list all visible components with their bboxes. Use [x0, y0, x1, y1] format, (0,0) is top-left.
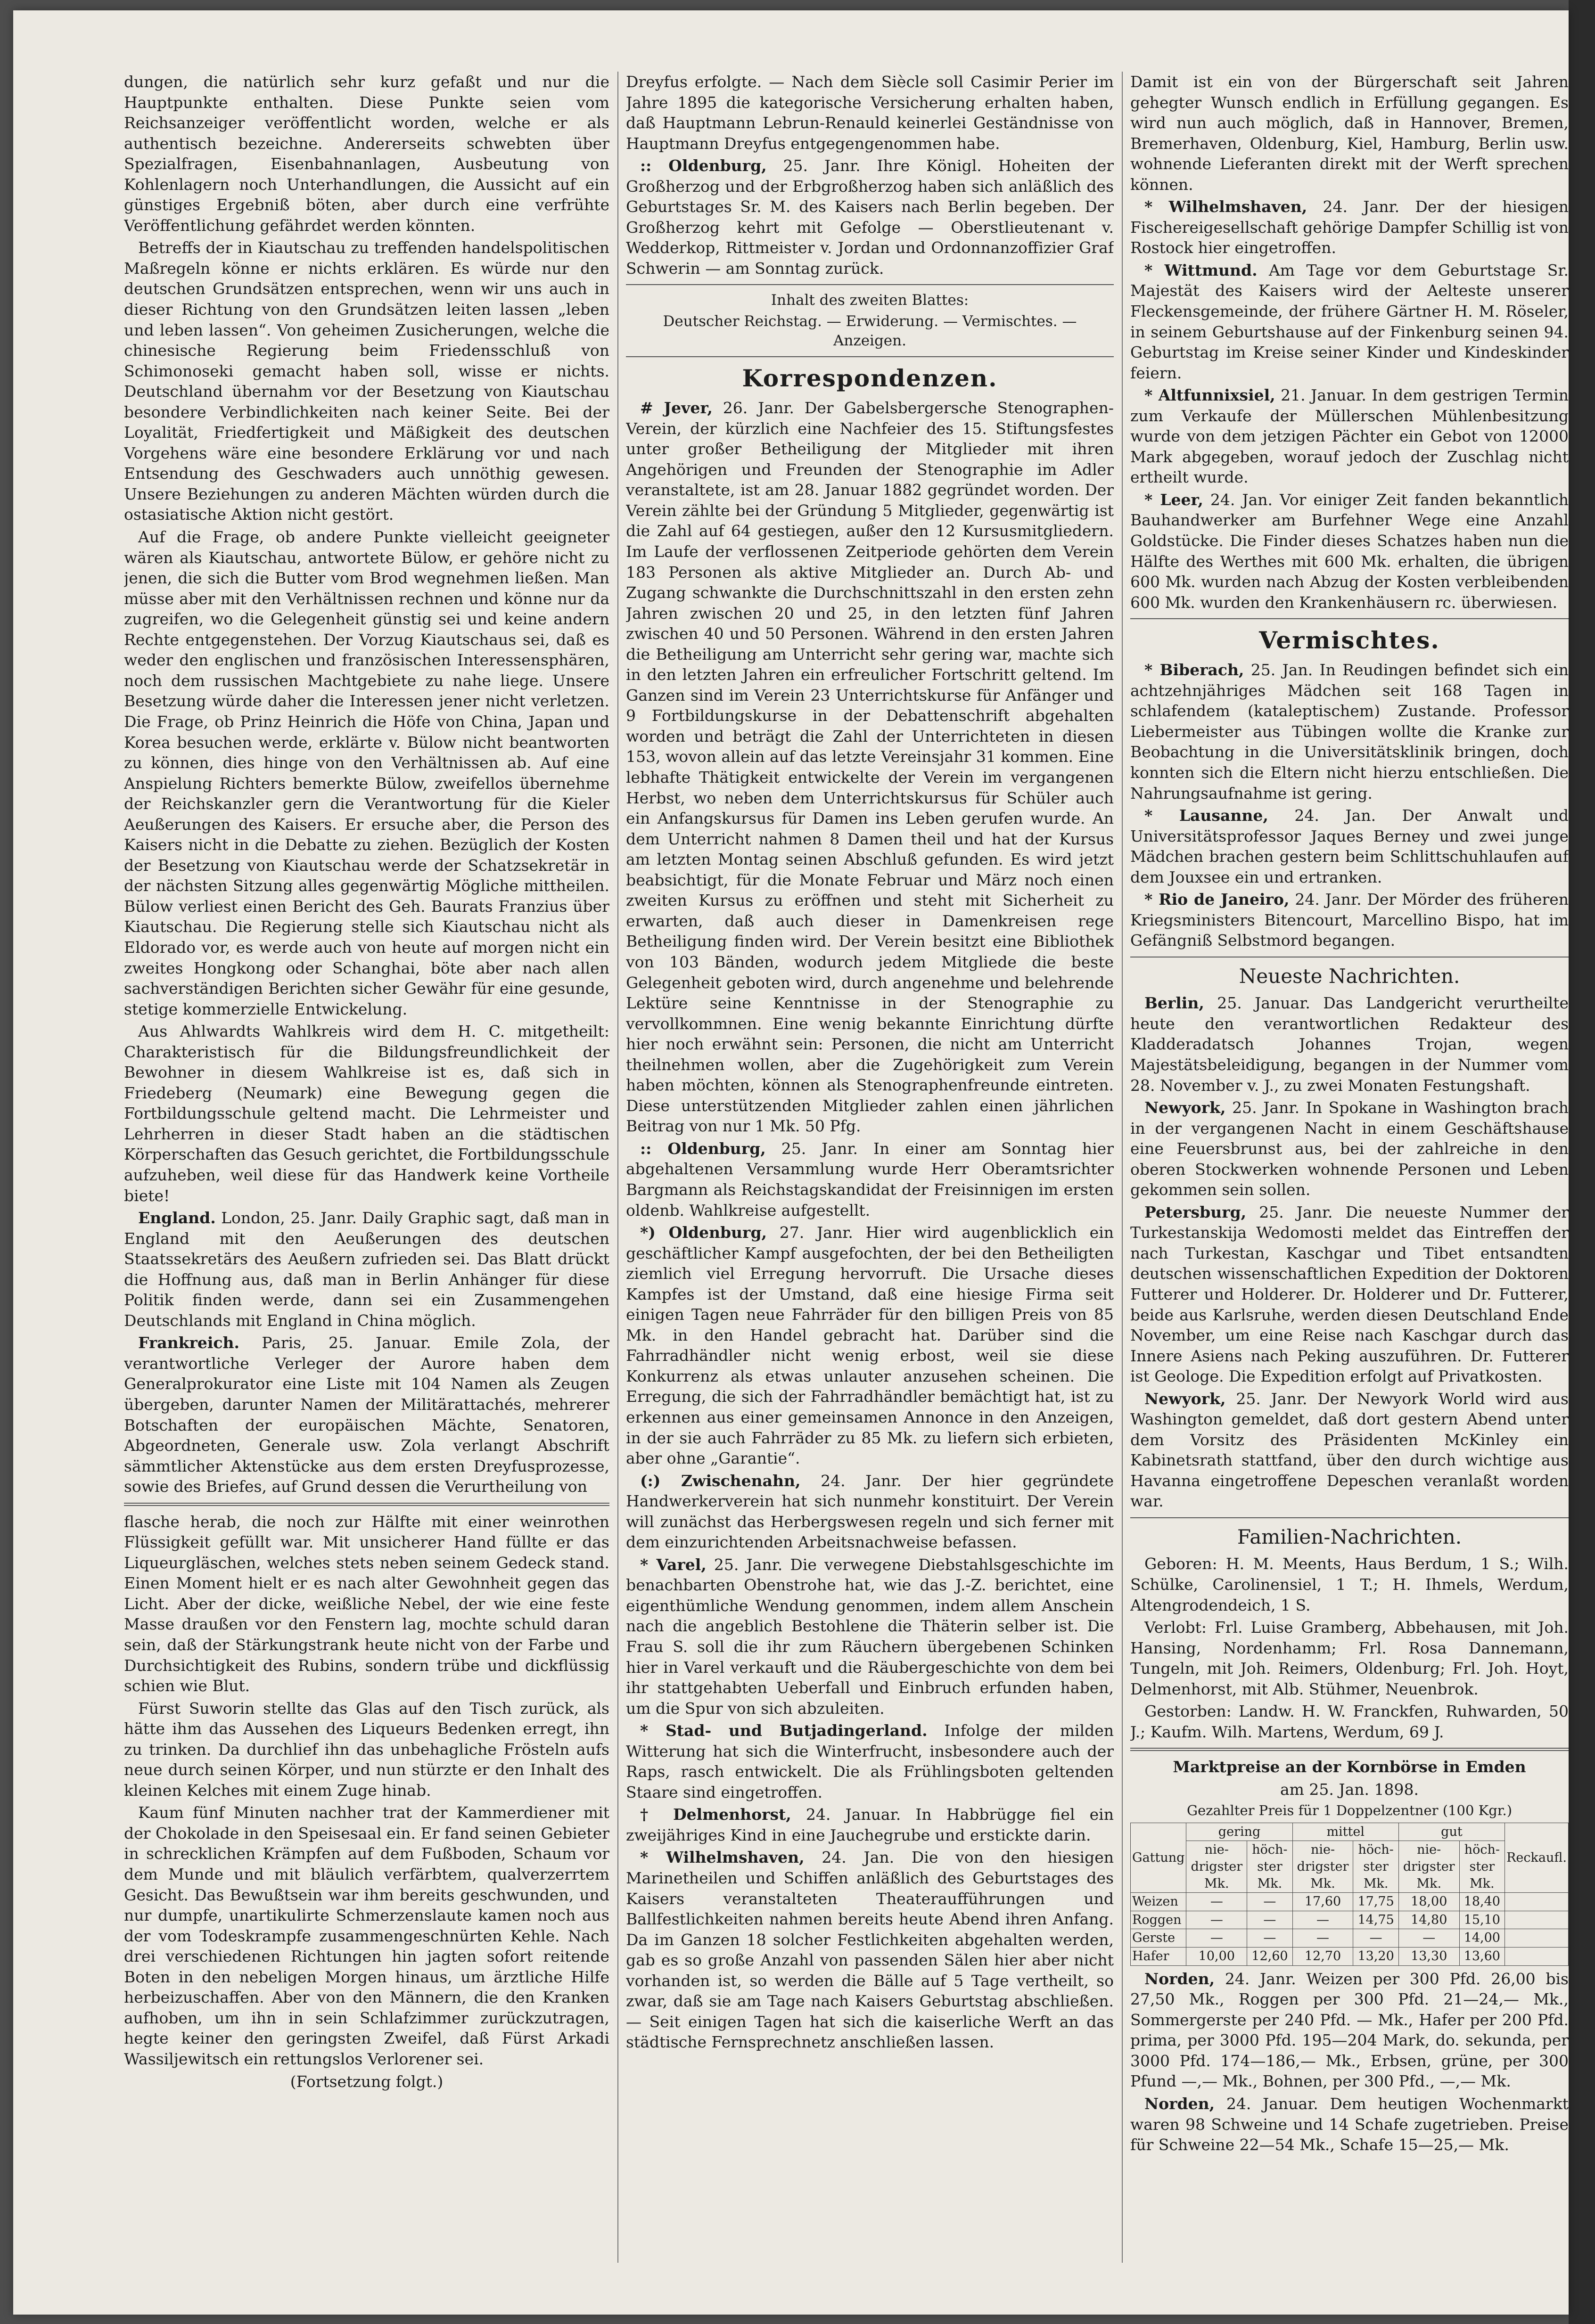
- article-paragraph: dungen, die natürlich sehr kurz gefaßt und nur die Hauptpunkte enthalten. Diese Punkte seien vom Reichsanzeiger veröffentlicht worden, welche er als authentisch bezeichne. Andererseits schwebten über Spezialfragen, Eisenbahnanlagen, Ausbeutung von Kohlenlagern noch Unterhandlungen, die Aussicht auf ein günstiges Ergebniß böten, aber durch eine verfrühte Veröffentlichung gefährdet werden könnten.: [124, 73, 609, 235]
- feuilleton-paragraph: flasche herab, die noch zur Hälfte mit einer weinrothen Flüssigkeit gefüllt war. Mit unsicherer Hand füllte er das Liqueurgläschen, welches stets neben seinem Gedeck stand. Einen Moment hielt er es nach alter Gewohnheit gegen das Licht. Aber der dicke, weißliche Nebel, der wie eine feste Masse draußen vor den Fenstern lag, mochte schuld daran sein, daß der Stärkungstrank heute nicht von der Farbe und Durchsichtigkeit des Rubins, sondern trübe und dickflüssig schien wie Blut.: [124, 1512, 609, 1695]
- column-3: [1130, 72, 1569, 2277]
- section-heading-neueste-nachrichten: Neueste Nachrichten.: [1239, 964, 1460, 988]
- table-cell: —: [1186, 1911, 1247, 1929]
- dateline: * Varel,: [640, 1555, 707, 1574]
- dateline: Norden,: [1144, 2094, 1215, 2113]
- table-cell: Weizen: [1131, 1893, 1186, 1911]
- news-item: * Leer, 24. Jan. Vor einiger Zeit fanden bekanntlich Bauhandwerker am Burfehner Wege eine Anzahl Goldstücke. Die Finder dieses Schatzes haben nun die Hälfte des Werthes mit 600 Mk. erhalten, die übrigen 600 Mk. wurden nach Abzug der Kosten verbleibenden 600 Mk. wurden den Krankenhäusern rc. überwiesen.: [1130, 490, 1569, 612]
- feuilleton-paragraph: Fürst Suworin stellte das Glas auf den Tisch zurück, als hätte ihm das Aussehen des Liqueurs Bedenken erregt, ihn zu trinken. Da durchlief ihn das unbehagliche Frösteln aufs neue durch seinen Körper, und nun stürzte er den Inhalt des kleinen Kelches mit einem Zuge hinab.: [124, 1699, 609, 1800]
- news-item: Newyork, 25. Janr. Der Newyork World wird aus Washington gemeldet, daß dort gestern Abend unter dem Vorsitz des Präsidenten McKinley ein Kabinetsrath stattfand, über den durch wichtige aus Havanna eingetroffene Depeschen veranlaßt worden war.: [1130, 1389, 1569, 1511]
- news-item: # Jever, 26. Janr. Der Gabelsbergersche Stenographen-Verein, der kürzlich eine Nachfeier des 15. Stiftungsfestes unter großer Betheiligung der Mitglieder mit ihren Angehörigen und Freunden der Stenographie im Adler veranstaltete, ist am 28. Januar 1882 gegründet worden. Der Verein zählte bei der Gründung 5 Mitglieder, gegenwärtig ist die Zahl auf 64 gestiegen, außer den 12 Kursusmitgliedern. Im Laufe der verflossenen Zeitperiode gehörten dem Verein 183 Personen als aktive Mitglieder an. Durch Ab- und Zugang schwankte die Durchschnittszahl in den ersten zehn Jahren zwischen 20 und 25, in den letzten fünf Jahren zwischen 40 und 50 Personen. Während in den ersten Jahren die Betheiligung am Unterricht sehr gering war, machte sich in den letzten Jahren ein erfreulicher Fortschritt geltend. Im Ganzen sind im Verein 23 Unterrichtskurse für Anfänger und 9 Fortbildungskurse in der Debattenschrift abgehalten worden und beträgt die Zahl der Unterrichteten in diesen 153, wovon allein auf das letzte Vereinsjahr 31 kommen. Eine lebhafte Thätigkeit entwickelte der Verein im vergangenen Herbst, wo neben dem Unterrichtskursus für Schüler auch ein Anfangskursus für Damen ins Leben gerufen wurde. An dem Unterricht nahmen 8 Damen theil und hat der Kursus am letzten Montag seinen Abschluß gefunden. Es wird jetzt beabsichtigt, für die Monate Februar und März noch einen zweiten Kursus zu eröffnen und steht mit Sicherheit zu erwarten, daß auch dieser in Damenkreisen rege Betheiligung finden wird. Der Verein besitzt eine Bibliothek von 103 Bänden, wodurch jedem Mitgliede die beste Gelegenheit geboten wird, durch angenehme und belehrende Lektüre seine Kenntnisse in der Stenographie zu vervollkommnen. Eine wenig bekannte Einrichtung dürfte hier noch erwähnt sein: Personen, die nicht am Unterricht theilnehmen wollen, aber die Zugehörigkeit zum Verein haben möchten, können als Stenographenfreunde eintreten. Diese unterstützenden Mitglieder zahlen einen jährlichen Beitrag von nur 1 Mk. 50 Pfg.: [626, 399, 1114, 1136]
- table-cell: 14,75: [1353, 1911, 1398, 1929]
- table-header-mittel: mittel: [1292, 1823, 1398, 1841]
- article-paragraph: Betreffs der in Kiautschau zu treffenden handelspolitischen Maßregeln könne er nichts erklären. Es würde nur den deutschen Grundsätzen entsprechen, wenn wir uns auch in dieser Richtung von den Grundsätzen leiten lassen „leben und leben lassen“. Von geheimen Zusicherungen, welche die chinesische Regierung beim Friedensschluß von Schimonoseki gemacht haben soll, wisse er nichts. Deutschland übernahm vor der Besetzung von Kiautschau besondere Verbindlichkeiten nach keiner Seite. Bei der Loyalität, Friedfertigkeit und Mäßigkeit des deutschen Vorgehens wäre eine besondere Erklärung vor und nach Entsendung des Geschwaders auch unnöthig gewesen. Unsere Beziehungen zu anderen Mächten würden durch die ostasiatische Aktion nicht gestört.: [124, 238, 609, 524]
- dateline: Frankreich.: [138, 1334, 239, 1352]
- market-report: Norden, 24. Janr. Weizen per 300 Pfd. 26,00 bis 27,50 Mk., Roggen per 300 Pfd. 21—24,— Mk., Sommergerste per 240 Pfd. — Mk., Hafer per 200 Pfd. prima, per 3000 Pfd. 195—204 Mark, do. sekunda, per 3000 Pfd. 174—186,— Mk., Erbsen, grüne, per 300 Pfund —,— Mk., Bohnen, per 300 Pfd., —,— Mk.: [1130, 1969, 1569, 2091]
- table-cell: 10,00: [1186, 1948, 1247, 1966]
- section-heading-korrespondenzen: Korrespondenzen.: [742, 364, 998, 393]
- table-cell: 13,30: [1398, 1948, 1459, 1966]
- table-cell: [1505, 1893, 1569, 1911]
- table-subheader-low: nie- drigster Mk.: [1292, 1841, 1353, 1893]
- dateline: # Jever,: [640, 399, 713, 417]
- table-row: [1131, 1929, 1569, 1948]
- family-notice-deaths: Gestorben: Landw. H. W. Franckfen, Ruhwarden, 50 J.; Kaufm. Wilh. Martens, Werdum, 69 J.: [1130, 1702, 1569, 1741]
- dateline: * Biberach,: [1144, 661, 1244, 679]
- table-cell: 17,60: [1292, 1893, 1353, 1911]
- column-divider-1: [617, 72, 618, 2263]
- dateline: * Wittmund.: [1144, 261, 1258, 279]
- page-edge-shadow: [1569, 0, 1595, 2324]
- news-item: :: Oldenburg, 25. Janr. In einer am Sonntag hier abgehaltenen Versammlung wurde Herr Oberamtsrichter Bargmann als Reichstagskandidat der Freisinnigen im ersten oldenb. Wahlkreise aufgestellt.: [626, 1139, 1114, 1219]
- news-item: * Wittmund. Am Tage vor dem Geburtstage Sr. Majestät des Kaisers wird der Aelteste unserer Fleckensgemeinde, der frühere Gärtner H. M. Röseler, in seinem Geburtshause auf der Finkenburg seinen 94. Geburtstag im Kreise seiner Kinder und Kindeskinder feiern.: [1130, 261, 1569, 382]
- table-cell: —: [1247, 1893, 1292, 1911]
- dateline: Norden,: [1144, 1969, 1215, 1988]
- table-row: [1131, 1911, 1569, 1929]
- news-item: * Wilhelmshaven, 24. Jan. Die von den hiesigen Marinetheilen und Schiffen anläßlich des Geburtstages des Kaisers veranstalteten Theateraufführungen und Ballfestlichkeiten nahmen bereits heute Abend ihren Anfang. Da im Ganzen 18 solcher Festlichkeiten abgehalten werden, gab es so große Anzahl von passenden Sälen hier aber nicht vorhanden ist, so werden die Bälle auf 5 Tage vertheilt, so zwar, daß sie am Tage nach Kaisers Geburtstag abschließen. — Seit einigen Tagen hat sich die kaiserliche Werft an das städtische Fernsprechnetz anschließen lassen.: [626, 1848, 1114, 2052]
- table-row: [1131, 1893, 1569, 1911]
- dateline: *) Oldenburg,: [640, 1223, 767, 1242]
- section-heading-familien-nachrichten: Familien-Nachrichten.: [1237, 1525, 1462, 1548]
- dateline: * Altfunnixsiel,: [1144, 386, 1275, 405]
- table-header-gattung: Gattung: [1131, 1823, 1186, 1893]
- news-item: * Lausanne, 24. Jan. Der Anwalt und Universitätsprofessor Jaques Berney und zwei junge Mädchen brachen gestern beim Schlittschuhlaufen auf dem Jouxsee ein und ertranken.: [1130, 806, 1569, 886]
- news-item: *) Oldenburg, 27. Janr. Hier wird augenblicklich ein geschäftlicher Kampf ausgefochten, der bei den Betheiligten ziemlich viel Erregung hervorruft. Die Ursache dieses Kampfes ist der Umstand, daß eine hiesige Firma seit einigen Tagen neue Fahrräder für den billigen Preis von 85 Mk. in den Handel gebracht hat. Darüber sind die Fahrradhändler nicht wenig erbost, weil sie diese Konkurrenz als etwas unlauter anzusehen scheinen. Die Erregung, die sich der Fahrradhändler bemächtigt hat, ist zu erkennen aus einer gemeinsamen Annonce in den Anzeigen, in der sie auch Fahrräder zu 85 Mk. zu liefern sich erbieten, aber ohne „Garantie“.: [626, 1223, 1114, 1468]
- divider: [1130, 1517, 1569, 1518]
- table-subheader-low: nie- drigster Mk.: [1398, 1841, 1459, 1893]
- article-paragraph: Dreyfus erfolgte. — Nach dem Siècle soll Casimir Perier im Jahre 1895 die kategorische Versicherung erhalten haben, daß Hauptmann Lebrun-Renauld keinerlei Geständnisse von Hauptmann Dreyfus entgegengenommen habe.: [626, 73, 1114, 153]
- contents-title: Inhalt des zweiten Blattes:: [771, 292, 969, 309]
- dateline: * Wilhelmshaven,: [1144, 197, 1307, 216]
- table-cell: 12,70: [1292, 1948, 1353, 1966]
- market-report: Norden, 24. Januar. Dem heutigen Wochenmarkt waren 98 Schweine und 14 Schafe zugetrieben. Preise für Schweine 22—54 Mk., Schafe 15—25,— Mk.: [1130, 2094, 1569, 2154]
- table-cell: —: [1186, 1893, 1247, 1911]
- family-notice-births: Geboren: H. M. Meents, Haus Berdum, 1 S.; Wilh. Schülke, Carolinensiel, 1 T.; H. Ihmels, Werdum, Altengrodendeich, 1 S.: [1130, 1555, 1569, 1614]
- dateline: * Lausanne,: [1144, 806, 1268, 825]
- table-subheader-high: höch- ster Mk.: [1459, 1841, 1505, 1893]
- table-cell: 13,60: [1459, 1948, 1505, 1966]
- divider: [626, 356, 1114, 357]
- dateline: Berlin,: [1144, 994, 1204, 1013]
- table-subheader-high: höch- ster Mk.: [1247, 1841, 1292, 1893]
- news-item: * Altfunnixsiel, 21. Januar. In dem gestrigen Termin zum Verkaufe der Müllerschen Mühlenbesitzung wurde von dem jetzigen Pächter ein Gebot von 12000 Mark abgegeben, worauf jedoch der Zuschlag nicht ertheilt wurde.: [1130, 386, 1569, 487]
- table-cell: 14,00: [1459, 1929, 1505, 1948]
- table-header-gut: gut: [1398, 1823, 1505, 1841]
- market-subtitle: Gezahlter Preis für 1 Doppelzentner (100 Kgr.): [1186, 1802, 1513, 1819]
- table-row: [1131, 1948, 1569, 1966]
- contents-list: Deutscher Reichstag. — Erwiderung. — Vermischtes. — Anzeigen.: [663, 313, 1077, 350]
- market-date: am 25. Jan. 1898.: [1280, 1780, 1419, 1799]
- table-cell: 18,00: [1398, 1893, 1459, 1911]
- divider: [626, 284, 1114, 285]
- divider: [1130, 618, 1569, 619]
- table-cell: —: [1292, 1929, 1353, 1948]
- dateline: Newyork,: [1144, 1098, 1226, 1117]
- news-item: † Delmenhorst, 24. Januar. In Habbrügge fiel ein zweijähriges Kind in eine Jauchegrube und erstickte darin.: [626, 1805, 1114, 1844]
- feuilleton-divider: [124, 1503, 609, 1506]
- news-item: * Rio de Janeiro, 24. Janr. Der Mörder des früheren Kriegsministers Bitencourt, Marcellino Bispo, hat im Gefängniß Selbstmord begangen.: [1130, 890, 1569, 950]
- news-item-frankreich: Frankreich. Paris, 25. Januar. Emile Zola, der verantwortliche Verleger der Aurore haben dem Generalprokurator eine Liste mit 104 Namen als Zeugen übergeben, darunter Namen der Militärattachés, mehrerer Botschaften der europäischen Mächte, Senatoren, Abgeordneten, Generale usw. Zola verlangt Abschrift sämmtlicher Aktenstücke aus dem ersten Dreyfusprozesse, sowie des Briefes, auf Grund dessen die Verurtheilung von: [124, 1334, 609, 1496]
- table-cell: 13,20: [1353, 1948, 1398, 1966]
- table-cell: —: [1398, 1929, 1459, 1948]
- newspaper-page: [13, 10, 1569, 2315]
- dateline: † Delmenhorst,: [640, 1805, 791, 1824]
- table-cell: [1505, 1948, 1569, 1966]
- table-cell: —: [1353, 1929, 1398, 1948]
- column-2: [626, 72, 1114, 2277]
- news-item: * Wilhelmshaven, 24. Janr. Der der hiesigen Fischereigesellschaft gehörige Dampfer Schillig ist von Rostock hier eingetroffen.: [1130, 197, 1569, 257]
- family-notice-engagements: Verlobt: Frl. Luise Gramberg, Abbehausen, mit Joh. Hansing, Nordenhamm; Frl. Rosa Dannemann, Tungeln, mit Joh. Reimers, Oldenburg; Frl. Joh. Hoyt, Delmenhorst, mit Alb. Stühmer, Neuenbrok.: [1130, 1618, 1569, 1698]
- news-item: Berlin, 25. Januar. Das Landgericht verurtheilte heute den verantwortlichen Redakteur des Kladderadatsch Johannes Trojan, wegen Majestätsbeleidigung, begangen in der Nummer vom 28. November v. J., zu zwei Monaten Festungshaft.: [1130, 994, 1569, 1095]
- divider: [1130, 1748, 1569, 1751]
- table-cell: —: [1247, 1911, 1292, 1929]
- dateline: :: Oldenburg,: [640, 1139, 766, 1158]
- article-paragraph: Aus Ahlwardts Wahlkreis wird dem H. C. mitgetheilt: Charakteristisch für die Bildungsfreundlichkeit der Bewohner in diesem Wahlkreise ist es, daß sich in Friedeberg (Neumark) eine Bewegung gegen die Fortbildungsschule geltend macht. Die Lehrmeister und Lehrherren in dieser Stadt haben an die städtischen Körperschaften das Gesuch gerichtet, die Fortbildungsschule aufzuheben, weil diese für das Handwerk keine Vortheile biete!: [124, 1022, 609, 1205]
- table-cell: 17,75: [1353, 1893, 1398, 1911]
- table-cell: 18,40: [1459, 1893, 1505, 1911]
- table-cell: Roggen: [1131, 1911, 1186, 1929]
- table-subheader-high: höch- ster Mk.: [1353, 1841, 1398, 1893]
- table-cell: 15,10: [1459, 1911, 1505, 1929]
- dateline: (:) Zwischenahn,: [640, 1471, 801, 1490]
- table-header-gering: gering: [1186, 1823, 1292, 1841]
- market-price-table: [1130, 1823, 1569, 1966]
- section-heading-vermischtes: Vermischtes.: [1259, 626, 1440, 655]
- table-cell: Hafer: [1131, 1948, 1186, 1966]
- column-divider-2: [1122, 72, 1123, 2263]
- market-title: Marktpreise an der Kornbörse in Emden: [1173, 1758, 1526, 1776]
- dateline: :: Oldenburg,: [640, 156, 767, 175]
- table-cell: —: [1292, 1911, 1353, 1929]
- article-paragraph: Auf die Frage, ob andere Punkte vielleicht geeigneter wären als Kiautschau, antwortete Bülow, er gehöre nicht zu jenen, die sich die Butter vom Brod wegnehmen ließen. Man müsse aber mit den Verhältnissen rechnen und könne nur da zugreifen, wo die Gelegenheit günstig sei und keine andern Rechte entgegenstehen. Der Vorzug Kiautschaus sei, daß es weder den englischen und französischen Interessensphären, noch dem russischen Machtgebiete zu nahe liege. Unsere Besetzung würde daher die Interessen jener nicht verletzen. Die Frage, ob Prinz Heinrich die Höfe von China, Japan und Korea besuchen werde, erklärte v. Bülow nicht beantworten zu können, dies hinge von den Verhältnissen ab. Auf eine Anspielung Richters bemerkte Bülow, zweifellos übernehme der Reichskanzler gern die Verantwortung für die Kieler Aeußerungen des Kaisers. Er ersuche aber, die Person des Kaisers nicht in die Debatte zu ziehen. Bezüglich der Kosten der Besetzung von Kiautschau werde der Schatzsekretär in der nächsten Sitzung alles gegenwärtig Mögliche mittheilen. Bülow verliest einen Bericht des Geh. Baurats Franzius über Kiautschau. Die Regierung stelle sich Kiautschau nicht als Eldorado vor, es werde auch von heute auf morgen nicht ein zweites Hongkong oder Schanghai, böte aber nach allen sachverständigen Berichten sicher Gewähr für eine gesunde, stetige kommerzielle Entwickelung.: [124, 528, 609, 1018]
- continuation-note: (Fortsetzung folgt.): [290, 2072, 444, 2091]
- news-item: :: Oldenburg, 25. Janr. Ihre Königl. Hoheiten der Großherzog und der Erbgroßherzog haben sich anläßlich des Geburtstages Sr. M. des Kaisers nach Berlin begeben. Der Großherzog kehrt mit Gefolge — Oberstlieutenant v. Wedderkop, Rittmeister v. Jordan und Ordonnanzoffizier Graf Schwerin — am Sonntag zurück.: [626, 156, 1114, 278]
- news-item: (:) Zwischenahn, 24. Janr. Der hier gegründete Handwerkerverein hat sich nunmehr konstituirt. Der Verein will zunächst das Herbergswesen regeln und sich ferner mit dem einzurichtenden Arbeitsnachweise befassen.: [626, 1471, 1114, 1552]
- dateline: Petersburg,: [1144, 1203, 1247, 1221]
- table-cell: 14,80: [1398, 1911, 1459, 1929]
- feuilleton-paragraph: Kaum fünf Minuten nachher trat der Kammerdiener mit der Chokolade in den Speisesaal ein. Er fand seinen Gebieter in schrecklichen Krämpfen auf dem Fußboden, Schaum vor dem Munde und mit bläulich verfärbtem, qualverzerrtem Gesicht. Das Bewußtsein war ihm bereits geschwunden, und nur dumpfe, unartikulirte Schmerzenslaute kamen noch aus der vom Todeskrampfe zusammengeschnürten Kehle. Nach drei verschiedenen Richtungen hin jagten sofort reitende Boten in den nebeligen Morgen hinaus, um ärztliche Hilfe herbeizuschaffen. Aber von den Männern, die den Kranken aufhoben, um ihn in sein Schlafzimmer zurückzutragen, hegte keiner den geringsten Zweifel, daß Fürst Arkadi Wassiljewitsch ein rettungslos Verlorener sei.: [124, 1803, 609, 2068]
- news-item-england: England. London, 25. Janr. Daily Graphic sagt, daß man in England mit den Aeußerungen des deutschen Staatssekretärs des Aeußern zufrieden sei. Das Blatt drückt die Hoffnung aus, daß man in Berlin Anhänger für diese Politik finden werde, dann sei ein Zusammengehen Deutschlands mit England in China möglich.: [124, 1209, 609, 1330]
- news-item: Newyork, 25. Janr. In Spokane in Washington brach in der vergangenen Nacht in einem Geschäftshause eine Feuersbrunst aus, bei der zahlreiche in den oberen Stockwerken wohnende Personen und Leben gekommen sein sollen.: [1130, 1098, 1569, 1199]
- news-item: Petersburg, 25. Janr. Die neueste Nummer der Turkestanskija Wedomosti meldet das Eintreffen der nach Turkestan, Kaschgar und Tibet entsandten deutschen wissenschaftlichen Expedition der Doktoren Futterer und Holderer. Dr. Holderer und Dr. Futterer, beide aus Karlsruhe, werden diesen Deutschland Ende November, um eine Reise nach Kaschgar durch das Innere Asiens nach Peking auszuführen. Dr. Futterer ist Geologe. Die Expedition erfolgt auf Privatkosten.: [1130, 1203, 1569, 1386]
- dateline: * Stad- und Butjadingerland.: [640, 1721, 928, 1740]
- table-header-rest: Reckaufl.: [1505, 1823, 1569, 1893]
- article-paragraph: Damit ist ein von der Bürgerschaft seit Jahren gehegter Wunsch endlich in Erfüllung gegangen. Es wird nun auch möglich, daß in Hannover, Bremen, Bremerhaven, Oldenburg, Kiel, Hamburg, Berlin usw. wohnende Lieferanten direkt mit der Werft sprechen können.: [1130, 73, 1569, 194]
- table-subheader-low: nie- drigster Mk.: [1186, 1841, 1247, 1893]
- news-item: * Varel, 25. Janr. Die verwegene Diebstahlsgeschichte im benachbarten Obenstrohe hat, wie das J.-Z. berichtet, eine eigenthümliche Wendung genommen, indem allem Anschein nach die angeblich Bestohlene die Thäterin selber ist. Die Frau S. soll die ihr zum Räuchern übergebenen Schinken hier in Varel verkauft und die Räubergeschichte von dem bei ihr stattgehabten Ueberfall und Einbruch erfunden haben, um die Spur von sich abzuleiten.: [626, 1555, 1114, 1718]
- table-cell: Gerste: [1131, 1929, 1186, 1948]
- dateline: Newyork,: [1144, 1389, 1226, 1408]
- table-cell: [1505, 1929, 1569, 1948]
- news-item: * Biberach, 25. Jan. In Reudingen befindet sich ein achtzehnjähriges Mädchen seit 168 Tagen in schlafendem (kataleptischem) Zustande. Professor Liebermeister aus Tübingen wollte die Kranke zur Beobachtung in die Universitätsklinik bringen, doch konnten sich die Eltern nicht hierzu entschließen. Die Nahrungsaufnahme ist gering.: [1130, 661, 1569, 802]
- table-cell: —: [1186, 1929, 1247, 1948]
- dateline: England.: [138, 1209, 216, 1227]
- table-cell: —: [1247, 1929, 1292, 1948]
- column-1: [124, 72, 609, 2277]
- dateline: * Wilhelmshaven,: [640, 1848, 805, 1867]
- table-cell: [1505, 1911, 1569, 1929]
- dateline: * Leer,: [1144, 490, 1203, 509]
- dateline: * Rio de Janeiro,: [1144, 890, 1290, 909]
- news-item: * Stad- und Butjadingerland. Infolge der milden Witterung hat sich die Winterfrucht, insbesondere auch der Raps, rasch entwickelt. Die als Frühlingsboten geltenden Staare sind eingetroffen.: [626, 1721, 1114, 1801]
- table-cell: 12,60: [1247, 1948, 1292, 1966]
